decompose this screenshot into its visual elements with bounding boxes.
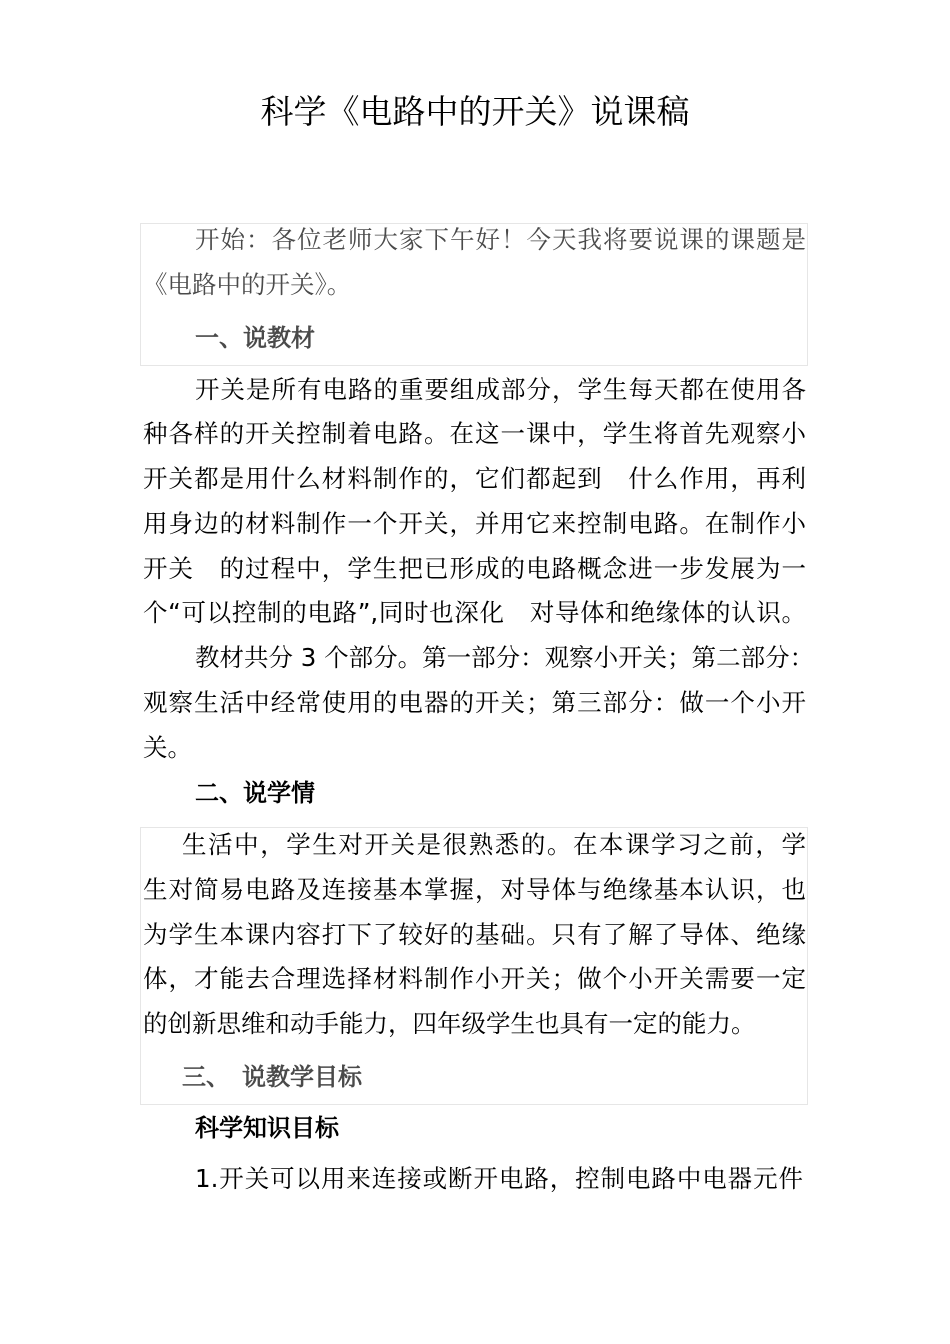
paragraph-line: 1.开关可以用来连接或断开电路，控制电路中电器元件 [195, 1164, 803, 1193]
paragraph-line: 用身边的材料制作一个开关，并用它来控制电路。在制作小 [143, 509, 806, 538]
paragraph-line: 关。 [143, 733, 192, 762]
paragraph-line: 个“可以控制的电路”,同时也深化 对导体和绝缘体的认识。 [143, 598, 806, 627]
paragraph-line: 为学生本课内容打下了较好的基础。只有了解了导体、绝缘 [143, 920, 806, 949]
paragraph-line: 开关是所有电路的重要组成部分，学生每天都在使用各 [195, 375, 806, 404]
intro-line-2: 《电路中的开关》。 [143, 270, 352, 299]
paragraph-line: 开关都是用什么材料制作的，它们都起到 什么作用，再利 [143, 464, 806, 493]
paragraph-line: 种各样的开关控制着电路。在这一课中，学生将首先观察小 [143, 419, 806, 448]
subheading-knowledge-goals: 科学知识目标 [195, 1114, 339, 1142]
intro-line-1: 开始：各位老师大家下午好！今天我将要说课的课题是 [195, 225, 806, 254]
section-heading-objectives: 三、 说教学目标 [182, 1063, 362, 1091]
page-title: 科学《电路中的开关》说课稿 [260, 92, 690, 131]
paragraph-line: 观察生活中经常使用的电器的开关；第三部分：做一个小开 [143, 688, 806, 717]
paragraph-line: 生对简易电路及连接基本掌握，对导体与绝缘基本认识，也 [143, 875, 806, 904]
section-heading-textbook: 一、说教材 [195, 324, 315, 352]
paragraph-line: 体，才能去合理选择材料制作小开关；做个小开关需要一定 [143, 964, 806, 993]
paragraph-line: 开关 的过程中，学生把已形成的电路概念进一步发展为一 [143, 554, 806, 583]
paragraph-line: 的创新思维和动手能力，四年级学生也具有一定的能力。 [143, 1009, 756, 1038]
paragraph-line: 教材共分 3 个部分。第一部分：观察小开关；第二部分： [195, 643, 815, 672]
paragraph-line: 生活中，学生对开关是很熟悉的。在本课学习之前，学 [182, 830, 806, 859]
section-heading-learners: 二、说学情 [195, 779, 315, 807]
